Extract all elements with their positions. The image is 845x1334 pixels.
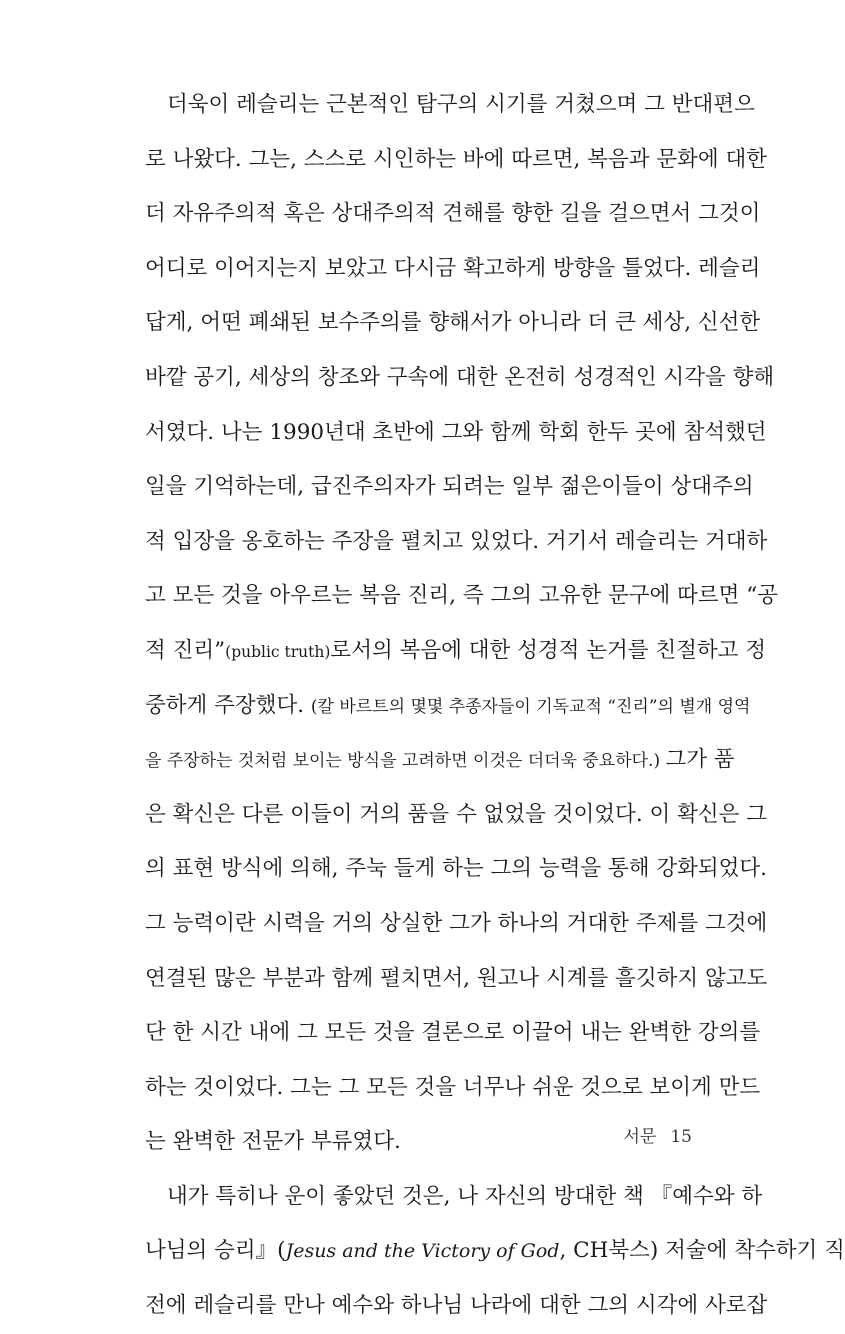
- book-title: Jesus and the Victory of God: [285, 1240, 560, 1263]
- text-line: 로 나왔다. 그는, 스스로 시인하는 바에 따르면, 복음과 문화에 대한: [145, 146, 768, 172]
- text-span: 로서의 복음에 대한 성경적 논거를 친절하고 정: [330, 637, 767, 663]
- english-gloss: (public truth): [225, 642, 331, 661]
- body-text: [145, 78, 845, 1334]
- running-section-title: 서문: [623, 1127, 657, 1147]
- text-line: 더욱이 레슬리는 근본적인 탐구의 시기를 거쳤으며 그 반대편으: [167, 92, 755, 117]
- text-span: 그가 품: [665, 747, 735, 773]
- text-line: 고 모든 것을 아우르는 복음 진리, 즉 그의 고유한 문구에 따르면 “공: [145, 583, 778, 609]
- text-line: 적 입장을 옹호하는 주장을 펼치고 있었다. 거기서 레슬리는 거대하: [145, 528, 768, 554]
- text-span: , CH북스) 저술에 착수하기 직: [559, 1238, 845, 1264]
- text-line: 는 완벽한 전문가 부류였다.: [145, 1129, 401, 1155]
- aside-text: 을 주장하는 것처럼 보이는 방식을 고려하면 이것은 더더욱 중요하다.): [145, 751, 666, 772]
- text-line: 연결된 많은 부분과 함께 펼치면서, 원고나 시계를 흘깃하지 않고도: [145, 965, 768, 991]
- text-line: 은 확신은 다른 이들이 거의 품을 수 없었을 것이었다. 이 확신은 그: [145, 801, 768, 827]
- text-line: 단 한 시간 내에 그 모든 것을 결론으로 이끌어 내는 완벽한 강의를: [145, 1020, 761, 1046]
- text-line: 답게, 어떤 폐쇄된 보수주의를 향해서가 아니라 더 큰 세상, 신선한: [145, 310, 761, 336]
- aside-text: (칼 바르트의 몇몇 추종자들이 기독교적 “진리”의 별개 영역: [310, 696, 751, 717]
- text-line: [145, 624, 767, 679]
- text-line: [145, 679, 751, 734]
- text-line: [145, 733, 735, 788]
- text-line: 바깥 공기, 세상의 창조와 구속에 대한 온전히 성경적인 시각을 향해: [145, 364, 775, 390]
- page-number: 15: [670, 1127, 692, 1147]
- text-line: 어디로 이어지는지 보았고 다시금 확고하게 방향을 틀었다. 레슬리: [145, 255, 761, 281]
- text-line: [145, 1224, 845, 1279]
- text-line: 하는 것이었다. 그는 그 모든 것을 너무나 쉬운 것으로 보이게 만드: [145, 1074, 761, 1100]
- text-span: 중하게 주장했다.: [145, 692, 311, 718]
- text-line: 내가 특히나 운이 좋았던 것은, 나 자신의 방대한 책 『예수와 하: [167, 1183, 763, 1209]
- text-line: 그 능력이란 시력을 거의 상실한 그가 하나의 거대한 주제를 그것에: [145, 910, 768, 936]
- text-line: 서였다. 나는 1990년대 초반에 그와 함께 학회 한두 곳에 참석했던: [145, 419, 767, 445]
- text-span: 나님의 승리』(: [145, 1238, 286, 1264]
- text-line: 전에 레슬리를 만나 예수와 하나님 나라에 대한 그의 시각에 사로잡: [145, 1293, 768, 1319]
- page-footer: [624, 1122, 693, 1147]
- text-line: 일을 기억하는데, 급진주의자가 되려는 일부 젊은이들이 상대주의: [145, 474, 754, 500]
- text-span: 적 진리”: [145, 637, 226, 663]
- text-line: 더 자유주의적 혹은 상대주의적 견해를 향한 길을 걸으면서 그것이: [145, 201, 761, 227]
- text-line: 의 표현 방식에 의해, 주눅 들게 하는 그의 능력을 통해 강화되었다.: [145, 856, 768, 882]
